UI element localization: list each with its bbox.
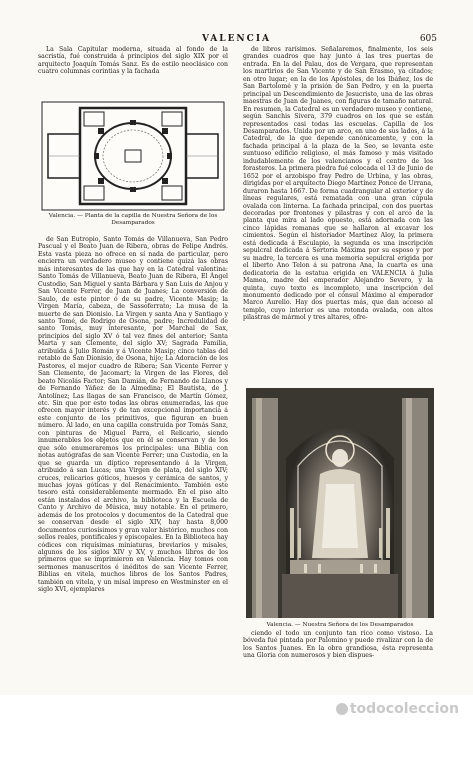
- right-column-body: [243, 46, 433, 386]
- watermark-logo-icon: [336, 703, 348, 715]
- left-column-intro: [38, 46, 228, 101]
- page-number: 605: [419, 34, 437, 44]
- chapel-floor-plan-figure: [40, 100, 226, 212]
- floor-plan-caption: Valencia. — Planta de la capilla de Nuestra Señora de los Desamparados: [48, 213, 218, 226]
- virgin-chapel-photo-figure: [246, 388, 434, 618]
- right-bottom-paragraph: ciendo el todo un conjunto tan rico como vistoso. La bóveda fué pintada por Palomino y puede rivalizar con la de los Santos Juanes. En la obra grandiosa, ésta representa una Gloria con numerosos y bien dispues-: [243, 630, 433, 660]
- running-title: VALENCIA: [201, 34, 272, 44]
- watermark-strip: [0, 695, 473, 730]
- floor-plan-drawing: [40, 100, 226, 212]
- chapel-photo-drawing: [246, 388, 434, 618]
- left-intro-paragraph: La Sala Capitular moderna, situada al fondo de la sacristía, fué construida á principios del siglo XIX por el arquitecto Joaquín Tomás Sanz. Es de estilo neoclásico con cuatro columnas corintias y la fachada: [38, 46, 228, 76]
- page-header: [0, 34, 473, 46]
- right-column-continuation: [243, 630, 433, 675]
- watermark: [336, 701, 459, 717]
- chapel-photo-caption: Valencia. — Nuestra Señora de los Desamparados: [266, 622, 414, 628]
- left-body-paragraph: de San Eutropio, Santo Tomás de Villanueva, San Pedro Pascual y el Beato Juan de Ribera, obras de Felipe Andrés. Esta vasta pieza no ofrece en sí nada de particular, pero encierra un verdadero museo y contiene quizá las obras más interesantes de las que hay en la Catedral valentina: Santo Tomás de Villanueva, Beato Juan de Ribera, El Ángel Custodio, San Miguel y santa Bárbara y San Luis de Anjou y San Vicente Ferrer, de Juan de Juanes; La conversión de Saulo, de este pintor ó de su padre, Vicente Masip; la Virgen María, cabeza, de Sassoferrato; La musa de la muerte de san Dionisio. La Virgen y santa Ana y Santiago y santo Tomé, de Rodrigo de Osona, padre; Incredulidad de santo Tomás, muy interesante, por Marchal de Sax, principios del siglo XV ó tal vez fines del anterior; Santa Marta y san Clemente, del siglo XV; Sagrada Familia, atribuida á Julio Román y á Vicente Masip; cinco tablas del retablo de San Dionisio, de Osona, hijo; La Adoración de los Pastores, el mejor cuadro de Ribera; San Vicente Ferrer y San Clemente, de Jacomart; la Virgen de las Flores, del beato Nicolás Factor; San Damián, de Fernando de Llanos y de Fernando Yáñez de la Almedina; El Bautista, de J. Antolínez; Las llagas de san Francisco, de Martín Gómez, etc. Sin que por esto todas las obras enumeradas, las que ofrecen mayor interés y de tan excepcional importancia á este conjunto de los primitivos, que figuran en buen número. Al lado, en una capilla construida por Tomás Sanz, con pinturas de Miguel Parra, el Relicario, siendo innumerables los objetos que en él se conservan y de los que sólo enumeraremos los principales: una Biblia con notas autógrafas de san Vicente Ferrer; una Custodia, en la que se guarda un díptico representando á la Virgen, atribuido á san Lucas; una Virgen de plata, del siglo XIV; cruces, relicarios góticos, huesos y cerámica de santos, y muchas joyas góticas y del Renacimiento. También este tesoro está considerablemente mermado. En el piso alto están instalados el archivo, la biblioteca y la Escuela de Canto y Archivo de Música, muy notable. En el primero, además de los protocolos y documentos de la Catedral que se conservan desde el siglo XIV, hay hasta 8,000 documentos curiosísimos y gran valor histórico, muchos con sellos reales, pontificales y episcopales. En la Biblioteca hay códices con riquísimas miniaturas, breviarios y misales, algunos de los siglos XIV y XV, y muchos libros de los primeros que se imprimieron en Valencia. Hay tomos con sermones manuscritos é inéditos de san Vicente Ferrer, Biblias en vitela, muchos libros de los Santos Padres, también en vitela, y un misal impreso en Westminster en el siglo XVI, ejemplares: [38, 236, 228, 594]
- right-body-paragraph: de libros rarísimos. Señalaremos, finalmente, los seis grandes cuadros que hay junto á las tres puertas de entrada. En la del Palau, dos de Vergara, que representan los martirios de San Vicente y de San Erasmo, ya citados; en otro lugar; en la de los Apóstoles, de los Ibáñez, los de San Bartolomé y la prisión de San Pedro, y en la puerta principal un Descendimiento de Jesucristo, una de las obras maestras de Juan de Juanes, con figuras de tamaño natural. En resumen, la Catedral es un verdadero museo y contiene, según Sanchis Sivera, 379 cuadros en los que se están representados casi todas las escuelas. Capilla de los Desamparados. Unida por un arco, en uno de sus lados, á la Catedral, de la que depende canónicamente, y con la fachada principal á la plaza de la Seo, se levanta este suntuoso edificio religioso, el más famoso y más visitado indudablemente de los valencianos y el centro de los forasteros. La primera piedra fué colocada el 13 de Junio de 1652 por el arzobispo fray Pedro de Urbina, y las obras, dirigidas por el arquitecto Diego Martínez Ponce de Urrana, duraron hasta 1667. De forma cuadrangular al exterior y de líneas regulares, está rematada con una gran cúpula ovalada con linterna. La fachada principal, con dos puertas decoradas por frontones y pilastras y con el arco de la planta que mira al lado opuesto, está adornada con las cinco lápidas romanas que se hallaron al excavar los cimientos. Según el historiador Martínez Aloy, la primera está dedicada á Esculapio, la segunda es una inscripción sepulcral dedicada á Sertoria Máxima por su esposo y por su madre, la tercera es una memoria sepulcral erigida por el liberto Ano Telon á su patrona Ana, la cuarta es una dedicatoria de la estatua erigida en VALENCIA á Julia Mamea, madre del emperador Alejandro Severo, y la quinta, cuyo texto es incompleto, una inscripción del monumento dedicado por el cónsul Máximo al emperador Marco Aurelio. Hay dos puertas más, que dan acceso al templo, cuyo interior es una rotonda ovalada, con altos pilastras de mármol y tres altares, ofre-: [243, 46, 433, 322]
- watermark-text: todocoleccion: [349, 701, 459, 717]
